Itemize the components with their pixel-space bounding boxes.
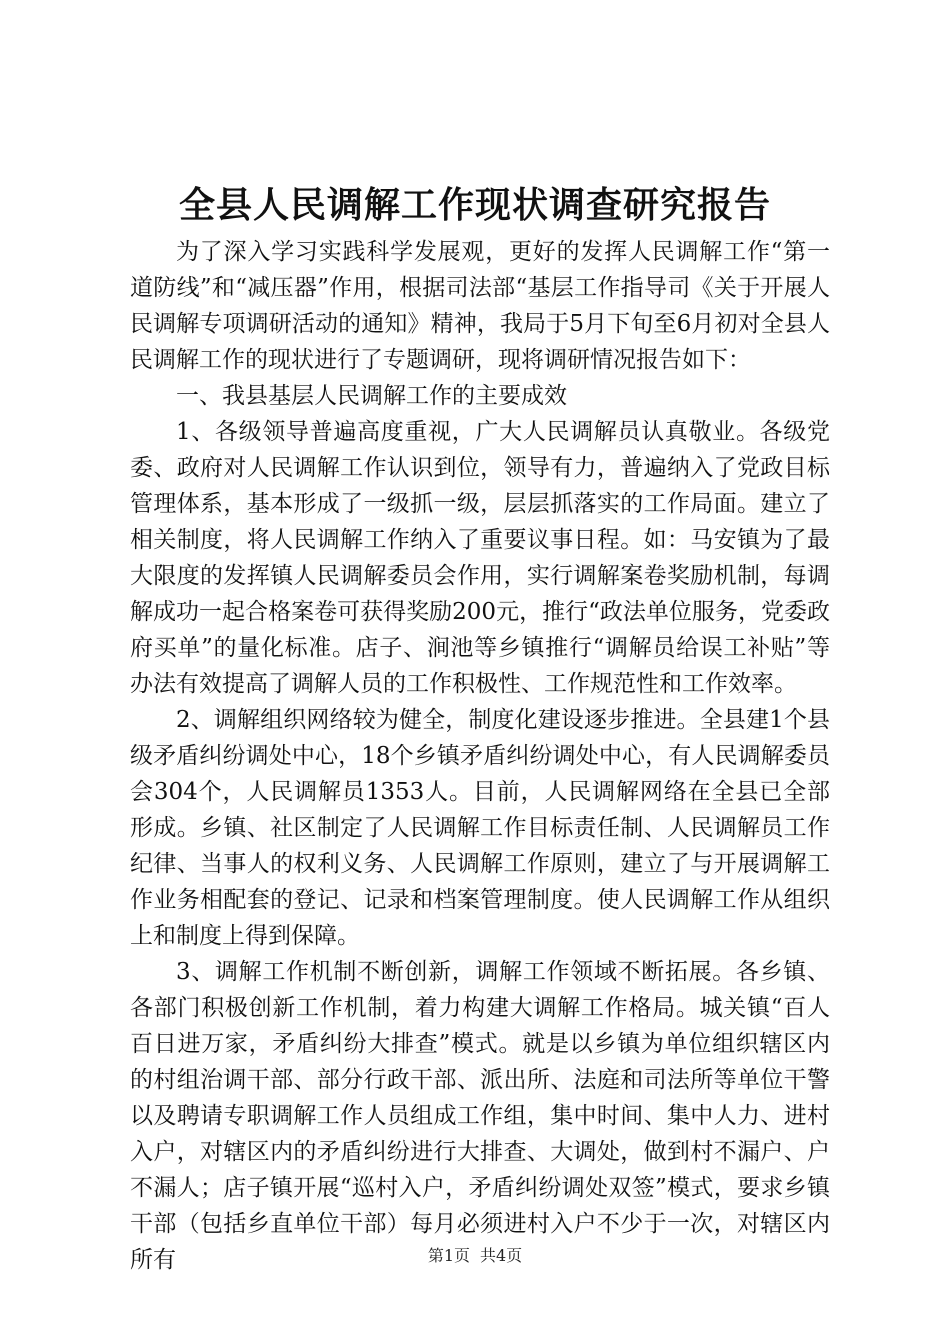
paragraph-point-3: 3、调解工作机制不断创新，调解工作领域不断拓展。各乡镇、各部门积极创新工作机制，着力构建大调解工作格局。城关镇“百人百日进万家，矛盾纠纷大排查”模式。就是以乡镇为单位组织辖区内的村组治调干部、部分行政干部、派出所、法庭和司法所等单位干警以及聘请专职调解工作人员组成工作组，集中时间、集中人力、进村入户，对辖区内的矛盾纠纷进行大排查、大调处，做到村不漏户、户不漏人；店子镇开展“巡村入户，矛盾纠纷调处双签”模式，要求乡镇干部（包括乡直单位干部）每月必须进村入户不少于一次，对辖区内所有 xyxy=(130,959,830,1273)
paragraph-point-2: 2、调解组织网络较为健全，制度化建设逐步推进。全县建1个县级矛盾纠纷调处中心，18个乡镇矛盾纠纷调处中心，有人民调解委员会304个，人民调解员1353人。目前，人民调解网络在全县已全部形成。乡镇、社区制定了人民调解工作目标责任制、人民调解员工作纪律、当事人的权利义务、人民调解工作原则，建立了与开展调解工作业务相配套的登记、记录和档案管理制度。使人民调解工作从组织上和制度上得到保障。 xyxy=(130,707,830,949)
page-footer xyxy=(0,1244,950,1268)
section-heading: 一、我县基层人民调解工作的主要成效 xyxy=(176,383,567,409)
page-total: 共4页 xyxy=(480,1246,523,1265)
document-body xyxy=(130,234,830,1278)
document-title: 全县人民调解工作现状调查研究报告 xyxy=(178,184,771,226)
page-number: 第1页 xyxy=(427,1246,470,1265)
paragraph-point-1: 1、各级领导普遍高度重视，广大人民调解员认真敬业。各级党委、政府对人民调解工作认识到位，领导有力，普遍纳入了党政目标管理体系，基本形成了一级抓一级，层层抓落实的工作局面。建立了相关制度，将人民调解工作纳入了重要议事日程。如：马安镇为了最大限度的发挥镇人民调解委员会作用，实行调解案卷奖励机制，每调解成功一起合格案卷可获得奖励200元，推行“政法单位服务，党委政府买单”的量化标准。店子、涧池等乡镇推行“调解员给误工补贴”等办法有效提高了调解人员的工作积极性、工作规范性和工作效率。 xyxy=(130,419,830,697)
paragraph-intro: 为了深入学习实践科学发展观，更好的发挥人民调解工作“第一道防线”和“减压器”作用，根据司法部“基层工作指导司《关于开展人民调解专项调研活动的通知》精神，我局于5月下旬至6月初对全县人民调解工作的现状进行了专题调研，现将调研情况报告如下： xyxy=(130,239,830,373)
